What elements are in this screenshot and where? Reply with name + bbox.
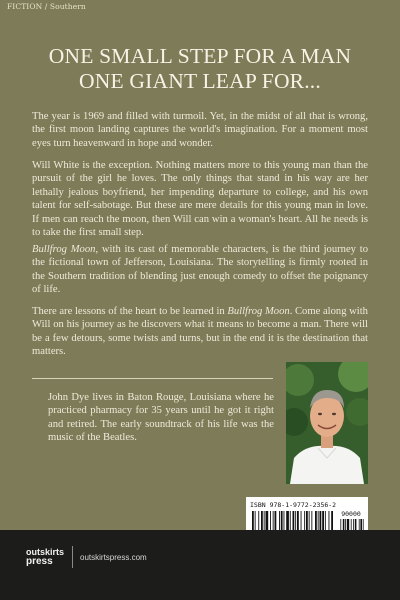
author-bio: John Dye lives in Baton Rouge, Louisiana where he practiced pharmacy for 35 years until he got it right and retired. The early soundtrack of his life was the music of the Beatles. [48, 392, 274, 444]
publisher-website: outskirtspress.com [80, 553, 147, 562]
synopsis-paragraph-1: The year is 1969 and filled with turmoil. Yet, in the midst of all that is wrong, the first moon landing captures the world's imagination. For a moment most eyes turn heavenward in hope and wonder. [32, 111, 368, 149]
synopsis-paragraph-4 [32, 305, 368, 359]
isbn-text: ISBN 978-1-9772-2356-2 [250, 501, 337, 509]
book-title-italic: Bullfrog Moon [32, 244, 96, 255]
book-title-italic: Bullfrog Moon [227, 306, 290, 317]
genre-label: FICTION / Southern [7, 2, 86, 11]
synopsis-paragraph-3 [32, 243, 368, 297]
logo-text-line-1: outskirts [26, 547, 65, 557]
paragraph-4-start: There are lessons of the heart to be learned in [32, 306, 228, 317]
paragraph-4-text: . Come along with Will on his journey as he discovers what it means to become a man. There will be a few detours, some twists and turns, but in the end it is the destination that matters. [32, 306, 368, 358]
publisher-logo [26, 548, 64, 566]
paragraph-3-text: , with its cast of memorable characters, is the third journey to the fictional town of Jefferson, Louisiana. The storytelling is firmly rooted in the Southern tradition of blending just enough comedy to offset the poignancy of life. [32, 244, 368, 296]
headline-line-1: ONE SMALL STEP FOR A MAN [48, 44, 352, 68]
headline-line-2: ONE GIANT LEAP FOR... [79, 69, 321, 93]
section-divider [32, 378, 273, 379]
price-code: 90000 [341, 510, 361, 518]
author-photo [286, 362, 368, 484]
synopsis-paragraph-2: Will White is the exception. Nothing matters more to this young man than the pursuit of the girl he loves. The only things that stand in his way are her lethally jealous boyfriend, her impending departure to college, and his own talent for self-sabotage. But these are mere details for this young man in love. If men can reach the moon, then Will can win a woman's heart. All he needs is to take the first small step. [32, 160, 368, 239]
logo-text-line-2: press [26, 556, 53, 567]
footer-separator [72, 546, 73, 568]
